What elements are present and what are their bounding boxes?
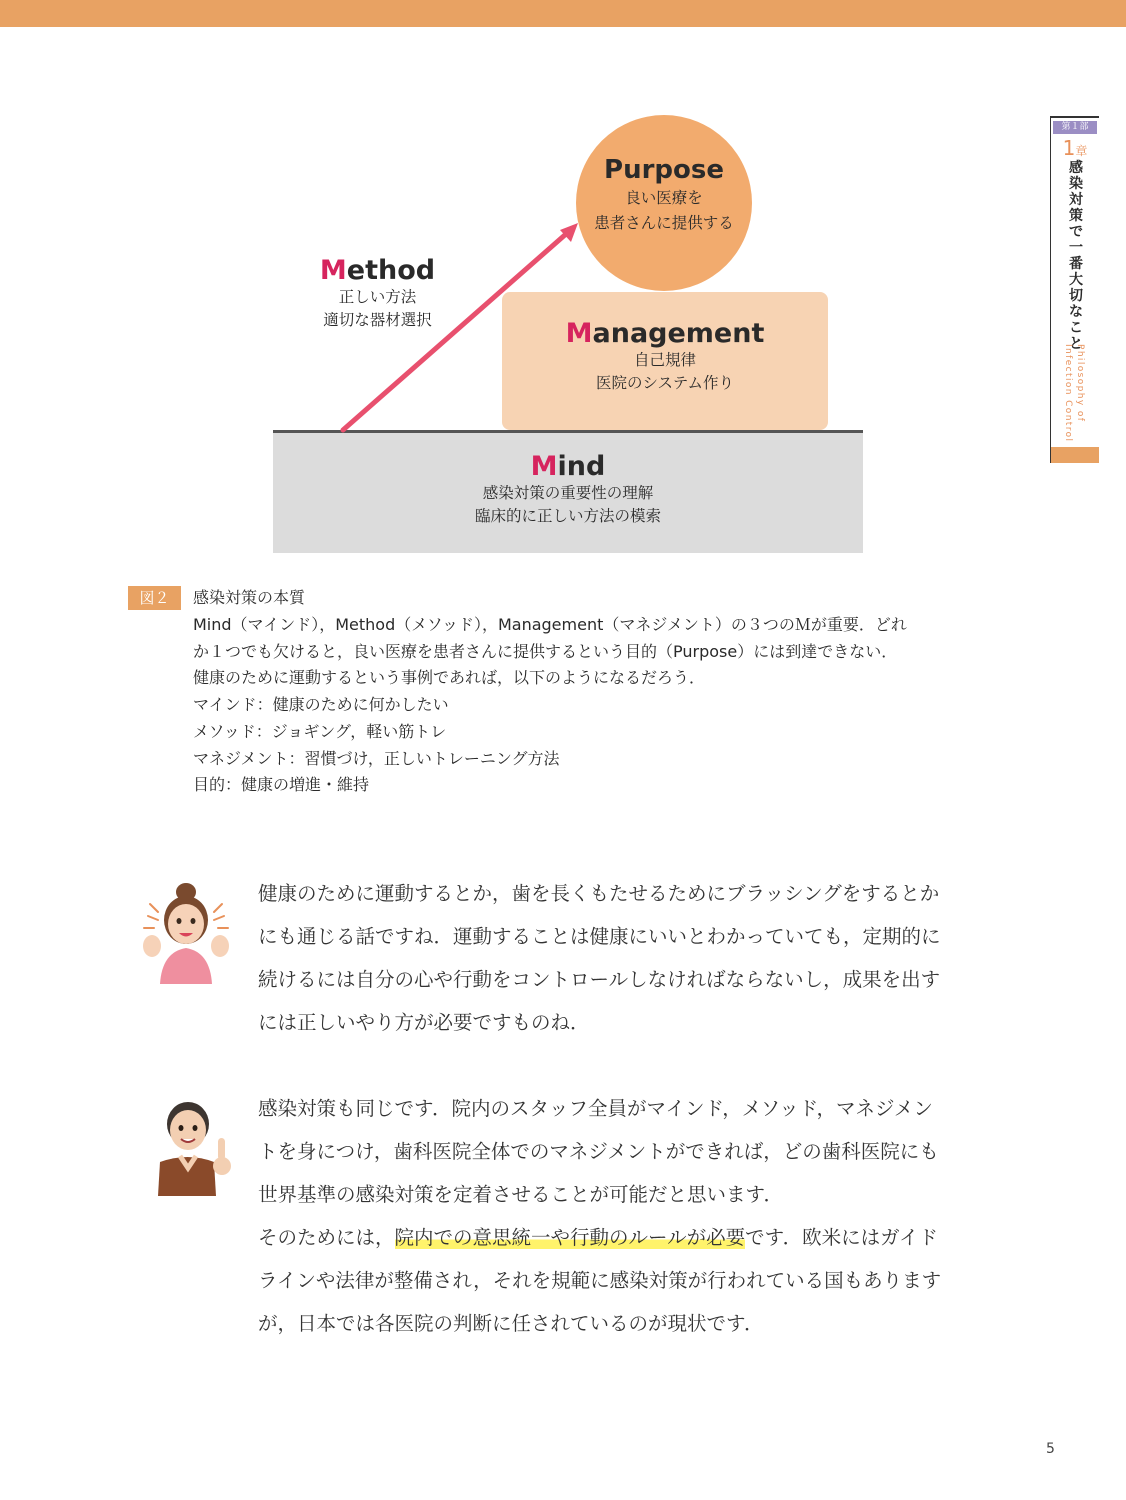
figure-title: 感染対策の本質 — [193, 588, 306, 607]
chapter-suffix: 章 — [1075, 144, 1088, 158]
figure-label: 図２ — [128, 586, 181, 610]
dialogue-line: 感染対策も同じです．院内のスタッフ全員がマインド，メソッド，マネジメン — [258, 1097, 933, 1120]
pointing-finger-icon — [218, 1138, 225, 1160]
purpose-initial: P — [604, 155, 624, 185]
dialogue-line: 続けるには自分の心や行動をコントロールしなければならないし，成果を出す — [258, 968, 941, 991]
figure-caption — [193, 612, 1013, 799]
chapter-side-tab — [1050, 116, 1099, 463]
mind-line2: 臨床的に正しい方法の模索 — [474, 507, 661, 525]
pink-uniform — [160, 948, 212, 984]
page-number: 5 — [1046, 1441, 1055, 1457]
line-suffix: です．欧米にはガイド — [745, 1226, 938, 1249]
management-initial: M — [565, 318, 593, 349]
face — [170, 1110, 206, 1150]
part-label: 第１部 — [1053, 121, 1097, 134]
mind-title-rest: ind — [557, 451, 606, 482]
caption-line: 健康のために運動するという事例であれば，以下のようになるだろう． — [193, 668, 706, 688]
mind-line1: 感染対策の重要性の理解 — [482, 484, 654, 502]
purpose-title-rest: urpose — [623, 155, 724, 185]
caption-line: Mind（マインド），Method（メソッド），Management（マネジメント）の３つのＭが重要．どれ — [193, 615, 907, 634]
method-title-rest: ethod — [346, 255, 436, 286]
highlighted-phrase: 院内での意思統一や行動のルールが必要 — [394, 1226, 746, 1249]
management-line1: 自己規律 — [633, 351, 696, 369]
dentist-avatar — [152, 1096, 238, 1196]
purpose-line2: 患者さんに提供する — [594, 214, 734, 232]
smile — [181, 1139, 195, 1142]
caption-line: 目的：健康の増進・維持 — [193, 775, 370, 795]
arrow-shaft — [343, 234, 566, 430]
chapter-label — [1051, 136, 1099, 160]
caption-line: メソッド：ジョギング，軽い筋トレ — [193, 721, 447, 741]
method-line2: 適切な器材選択 — [323, 311, 432, 329]
dialogue-line-highlighted — [258, 1216, 1018, 1259]
dialogue-line: にも通じる話ですね．運動することは健康にいいとわかっていても，定期的に — [258, 925, 941, 948]
dialogue-line: 健康のために運動するとか，歯を長くもたせるためにブラッシングをするとか — [258, 882, 940, 905]
tab-top-rule — [1051, 116, 1099, 118]
method-line1: 正しい方法 — [338, 288, 417, 306]
method-initial: M — [319, 255, 347, 286]
caption-line: マインド：健康のために何かしたい — [193, 695, 449, 715]
face — [168, 904, 204, 944]
dialogue-line: が，日本では各医院の判断に任されているのが現状です． — [258, 1312, 764, 1335]
method-arrow — [270, 110, 870, 560]
caption-line: マネジメント：習慣づけ，正しいトレーニング方法 — [193, 748, 560, 768]
hand — [213, 1157, 231, 1175]
dialogue-line: トを身につけ，歯科医院全体でのマネジメントができれば，どの歯科医院にも — [258, 1140, 939, 1163]
dialogue-line: ラインや法律が整備され，それを規範に感染対策が行われている国もあります — [258, 1269, 942, 1292]
management-line2: 医院のシステム作り — [596, 374, 734, 392]
purpose-line1: 良い医療を — [625, 189, 703, 207]
management-title-rest: anagement — [592, 318, 765, 349]
caption-line: か１つでも欠けると，良い医療を患者さんに提供するという目的（Purpose）には到達できない． — [193, 641, 898, 661]
dialogue-hygienist — [258, 872, 1018, 1044]
top-color-bar — [0, 0, 1126, 27]
dialogue-line: には正しいやり方が必要ですものね． — [258, 1011, 590, 1034]
tab-bottom-block — [1051, 447, 1099, 463]
right-hand — [211, 935, 229, 957]
dialogue-line: 世界基準の感染対策を定着させることが可能だと思います． — [258, 1183, 783, 1206]
chapter-title-en: Philosophy of Infection Control — [1063, 344, 1085, 443]
4m-diagram — [270, 110, 870, 560]
dialogue-dentist — [258, 1087, 1018, 1345]
mind-initial: M — [530, 451, 558, 482]
chapter-number: 1 — [1062, 136, 1076, 160]
left-hand — [143, 935, 161, 957]
hygienist-avatar — [138, 880, 234, 984]
line-prefix: そのためには， — [258, 1226, 395, 1249]
chapter-title: 感染対策で一番大切なこと — [1069, 160, 1083, 352]
